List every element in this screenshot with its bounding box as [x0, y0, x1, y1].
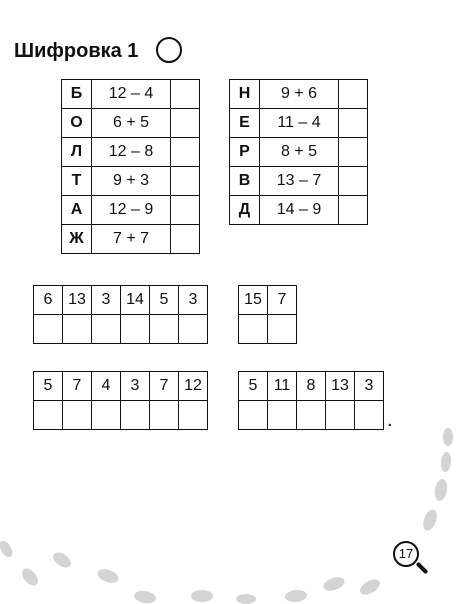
sentence-period: . [387, 409, 393, 431]
cipher-letter: Р [230, 138, 260, 167]
cipher-letter: Л [62, 138, 92, 167]
cipher-expression: 13 – 7 [260, 167, 339, 196]
cipher-letter: А [62, 196, 92, 225]
page-number-magnifier-icon: 17 [393, 541, 419, 567]
code-number: 6 [34, 286, 63, 315]
cipher-expression: 11 – 4 [260, 109, 339, 138]
cipher-expression: 8 + 5 [260, 138, 339, 167]
worksheet-title: Шифровка 1 [14, 40, 139, 62]
cipher-expression: 12 – 9 [92, 196, 171, 225]
code-number: 3 [355, 372, 384, 401]
code-number: 4 [92, 372, 121, 401]
cipher-letter: О [62, 109, 92, 138]
cipher-expression: 6 + 5 [92, 109, 171, 138]
cipher-expression: 14 – 9 [260, 196, 339, 225]
code-number: 5 [34, 372, 63, 401]
cipher-letter: Т [62, 167, 92, 196]
code-number: 3 [92, 286, 121, 315]
cipher-letter: Е [230, 109, 260, 138]
cipher-expression: 9 + 6 [260, 80, 339, 109]
code-number: 15 [239, 286, 268, 315]
code-number: 11 [268, 372, 297, 401]
cipher-expression: 12 – 4 [92, 80, 171, 109]
code-number: 14 [121, 286, 150, 315]
cipher-letter: Д [230, 196, 260, 225]
code-number: 7 [63, 372, 92, 401]
cipher-letter: Б [62, 80, 92, 109]
cipher-letter: Ж [62, 225, 92, 254]
code-number: 13 [326, 372, 355, 401]
code-number: 5 [150, 286, 179, 315]
code-number: 8 [297, 372, 326, 401]
code-number: 3 [179, 286, 208, 315]
code-number: 5 [239, 372, 268, 401]
code-number: 13 [63, 286, 92, 315]
code-number: 7 [268, 286, 297, 315]
cipher-letter: В [230, 167, 260, 196]
code-number: 3 [121, 372, 150, 401]
cipher-letter: Н [230, 80, 260, 109]
code-number: 12 [179, 372, 208, 401]
cipher-expression: 9 + 3 [92, 167, 171, 196]
cipher-expression: 12 – 8 [92, 138, 171, 167]
code-number: 7 [150, 372, 179, 401]
cipher-expression: 7 + 7 [92, 225, 171, 254]
